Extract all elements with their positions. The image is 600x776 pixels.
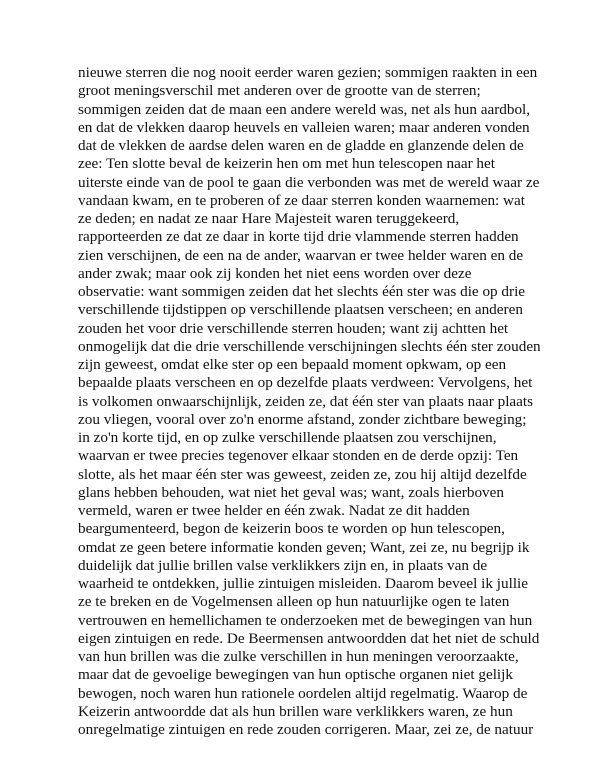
text-line: onmogelijk dat die drie verschillende verschijningen slechts één ster zouden	[78, 337, 541, 355]
text-line: en dat de vlekken daarop heuvels en valleien waren; maar anderen vonden	[78, 118, 530, 136]
text-line: in zo'n korte tijd, en op zulke verschillende plaatsen zou verschijnen,	[78, 429, 497, 446]
text-line: sommigen zeiden dat de maan een andere wereld was, net als hun aardbol,	[78, 100, 531, 118]
text-line: maar dat de gevoelige bewegingen van hun optische organen niet gelijk	[78, 666, 513, 684]
text-line: bepaalde plaats verscheen en op dezelfde plaats verdween: Vervolgens, het	[78, 374, 533, 392]
text-line: zee: Ten slotte beval de keizerin hen om met hun telescopen naar het	[78, 155, 495, 173]
text-line: vermeld, waren er twee helder en één zwak. Nadat ze dit hadden	[78, 502, 470, 519]
text-line: zouden het voor drie verschillende sterren houden; want zij achtten het	[78, 319, 509, 337]
text-line: glans hebben behouden, wat niet het geval was; want, zoals hierboven	[78, 483, 504, 501]
text-line: verschillende tijdstippen op verschillende plaatsen verscheen; en anderen	[78, 301, 523, 319]
text-line: dat de vlekken de aardse delen waren en de gladde en glanzende delen de	[78, 137, 524, 154]
text-line: bewogen, noch waren hun rationele oordelen altijd regelmatig. Waarop de	[78, 684, 528, 702]
text-line: is volkomen onwaarschijnlijk, zeiden ze, dat één ster van plaats naar plaats	[78, 392, 534, 410]
text-line: van hun brillen was die zulke verschillen in hun meningen veroorzaakte,	[78, 648, 519, 665]
text-line: eigen zintuigen en rede. De Beermensen antwoordden dat het niet de schuld	[78, 629, 540, 647]
text-line: observatie: want sommigen zeiden dat het slechts één ster was die op drie	[78, 283, 526, 300]
text-line: uiterste einde van de pool te gaan die verbonden was met de wereld waar ze	[78, 173, 540, 191]
text-line: Keizerin antwoordde dat als hun brillen ware verklikkers waren, ze hun	[78, 702, 513, 720]
text-line: ze te breken en de Vogelmensen alleen op hun natuurlijke ogen te laten	[78, 593, 510, 611]
text-line: vertrouwen en hemellichamen te onderzoeken met de bewegingen van hun	[78, 611, 533, 629]
text-line: zou vliegen, vooral over zo'n enorme afstand, zonder zichtbare beweging;	[78, 410, 527, 428]
text-line: omdat ze geen betere informatie konden geven; Want, zei ze, nu begrijp ik	[78, 538, 530, 556]
text-line: ander zwak; maar ook zij konden het niet eens worden over deze	[78, 264, 472, 282]
text-line: ze deden; en nadat ze naar Hare Majesteit waren teruggekeerd,	[78, 210, 460, 227]
text-line: beargumenteerd, begon de keizerin boos te worden op hun telescopen,	[78, 520, 505, 538]
text-line: zien verschijnen, de een na de ander, waarvan er twee helder waren en de	[78, 246, 524, 264]
text-line: waarvan er twee precies tegenover elkaar stonden en de derde opzij: Ten	[78, 447, 519, 465]
text-line: nieuwe sterren die nog nooit eerder waren gezien; sommigen raakten in een	[78, 64, 538, 81]
text-line: waarheid te ontdekken, jullie zintuigen misleiden. Daarom beveel ik jullie	[78, 575, 528, 592]
text-line: onregelmatige zintuigen en rede zouden corrigeren. Maar, zei ze, de natuur	[78, 721, 534, 738]
text-line: groot meningsverschil met anderen over de grootte van de sterren;	[78, 82, 481, 100]
text-line: rapporteerden ze dat ze daar in korte tijd drie vlammende sterren hadden	[78, 228, 519, 246]
text-line: slotte, als het maar één ster was geweest, zeiden ze, zou hij altijd dezelfde	[78, 465, 527, 483]
body-text	[78, 64, 541, 739]
text-line: vandaan kwam, en te proberen of ze daar sterren konden waarnemen: wat	[78, 191, 525, 209]
text-line: zijn geweest, omdat elke ster op een bepaald moment opkwam, op een	[78, 356, 507, 373]
text-line: duidelijk dat jullie brillen valse verklikkers zijn en, in plaats van de	[78, 556, 488, 574]
